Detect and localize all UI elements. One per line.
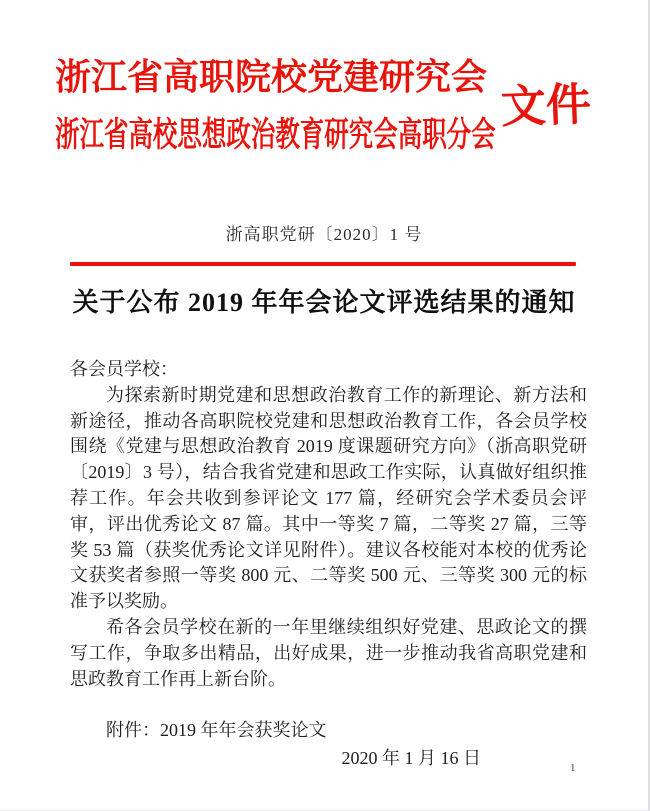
red-header-rule bbox=[70, 262, 576, 266]
document-title: 关于公布 2019 年年会论文评选结果的通知 bbox=[72, 288, 576, 317]
body-paragraph-2: 希各会员学校在新的一年里继续组织好党建、思政论文的撰写工作，争取多出精品，出好成果，进一步推动我省高职党建和思政教育工作再上新台阶。 bbox=[70, 616, 587, 689]
salutation-line: 各会员学校： bbox=[70, 359, 178, 379]
page-number: 1 bbox=[570, 762, 576, 774]
document-body bbox=[70, 357, 587, 692]
attachment-line: 附件：2019 年年会获奖论文 bbox=[106, 720, 327, 740]
letterhead-org-line2: 浙江省高校思想政治教育研究会高职分会 bbox=[55, 117, 496, 154]
letterhead-org-line1: 浙江省高职院校党建研究会 bbox=[55, 57, 488, 97]
document-date: 2020 年 1 月 16 日 bbox=[341, 748, 481, 768]
document-reference-number: 浙高职党研〔2020〕1 号 bbox=[225, 225, 423, 244]
letterhead-document-word: 文件 bbox=[500, 79, 592, 133]
body-paragraph-1: 为探索新时期党建和思想政治教育工作的新理论、新方法和新途径，推动各高职院校党建和思想政治教育工作，各会员学校围绕《党建与思想政治教育 2019 度课题研究方向》（浙高职党研〔2019〕3 号），结合我省党建和思政工作实际，认真做好组织推荐工作。年会共收到参评论文 177 篇，经研究会学术委员会评审，评出优秀论文 87 篇。其中一等奖 7 篇，二等奖 27 篇，三等奖 53 篇（获奖优秀论文详见附件）。建议各校能对本校的优秀论文获奖者参照一等奖 800 元、二等奖 500 元、三等奖 300 元的标准予以奖励。 bbox=[70, 384, 587, 612]
